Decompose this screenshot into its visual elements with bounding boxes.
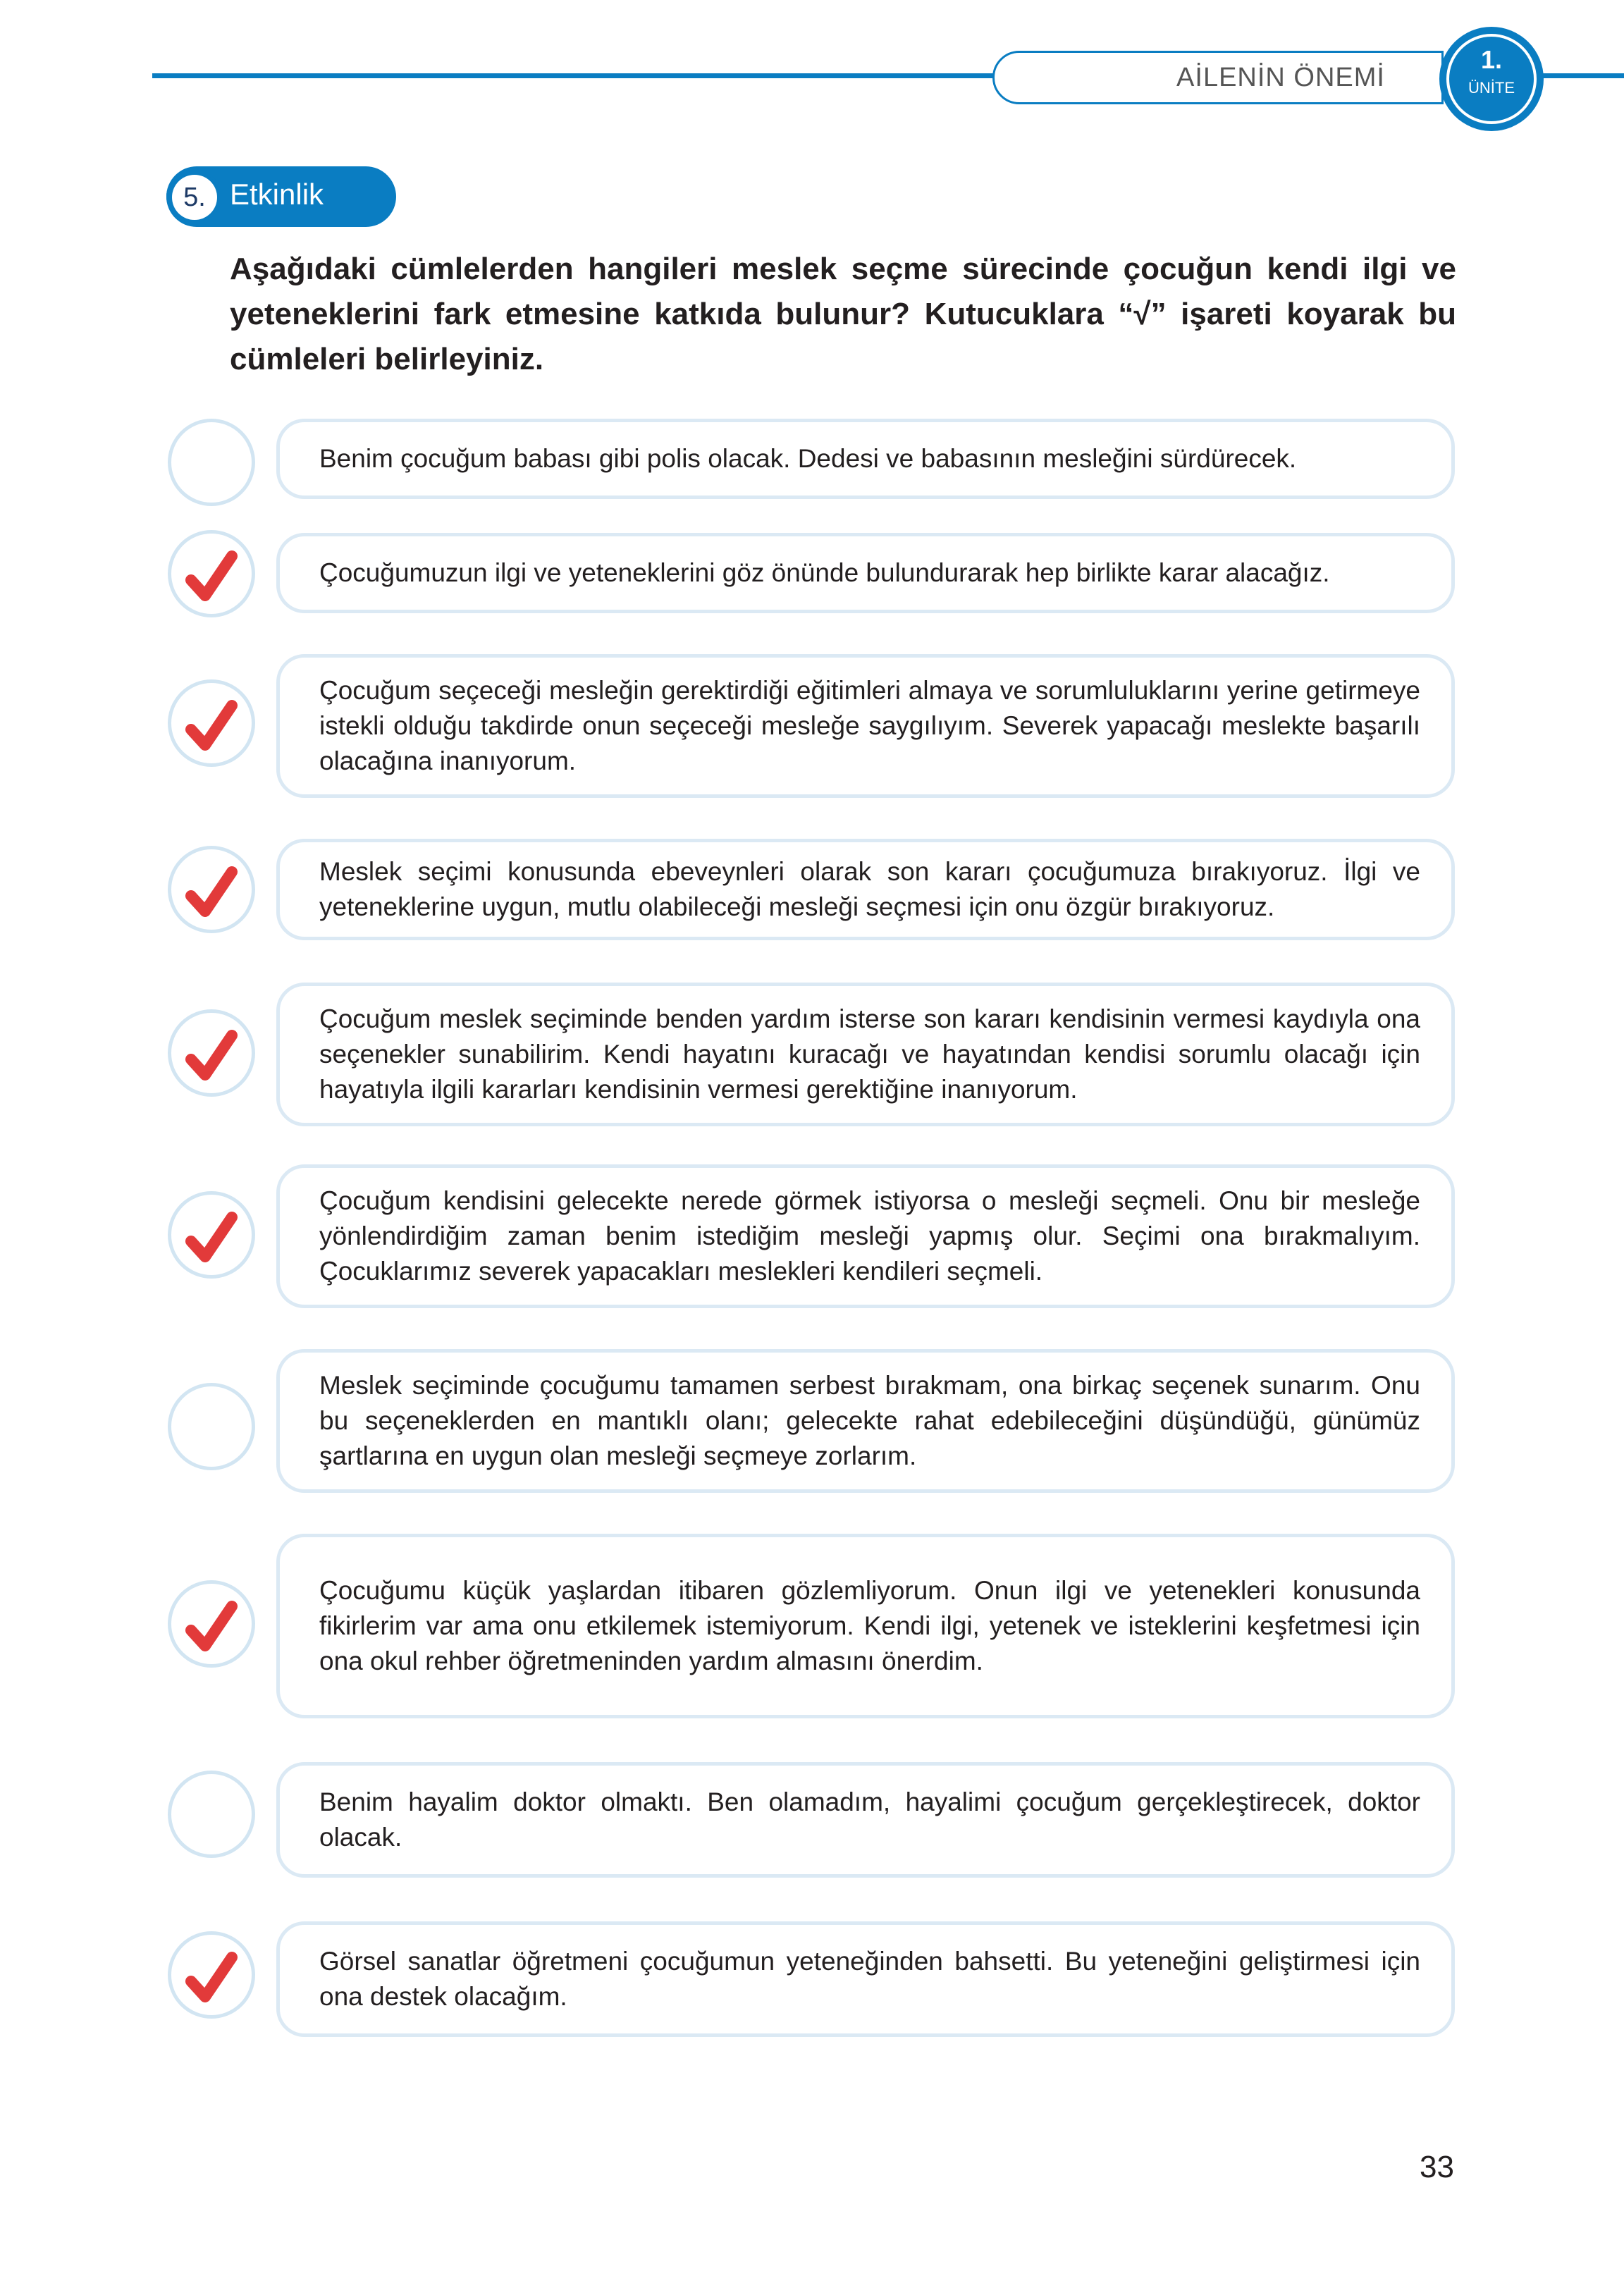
activity-label: Etkinlik	[230, 178, 324, 211]
statement-box-1	[276, 533, 1455, 613]
page-number: 33	[1420, 2150, 1454, 2184]
unit-title-pill	[992, 51, 1444, 104]
statement-box-4	[276, 983, 1455, 1126]
checkbox-4[interactable]	[168, 1009, 255, 1097]
checkmark-icon	[181, 697, 245, 753]
statement-text: Meslek seçimi konusunda ebeveynleri olarak son kararı çocuğumuza bırakıyoruz. İlgi ve yeteneklerine uygun, mutlu olabileceği mesleği seçmesi için onu özgür bırakıyoruz.	[319, 857, 1420, 921]
statement-text: Çocuğumu küçük yaşlardan itibaren gözlemliyorum. Onun ilgi ve yetenekleri konusunda fikirlerim var ama onu etkilemek istemiyorum. Kendi ilgi, yetenek ve isteklerini keşfetmesi için ona okul rehber öğretmeninden yardım almasını önerdim.	[319, 1576, 1420, 1675]
checkbox-8[interactable]	[168, 1771, 255, 1858]
statement-box-2	[276, 654, 1455, 798]
checkmark-icon	[181, 863, 245, 920]
checkmark-icon	[181, 1027, 245, 1083]
statement-text: Çocuğum kendisini gelecekte nerede görmek istiyorsa o mesleği seçmeli. Onu bir mesleğe yönlendirdiğim zaman benim istediğim mesleği yapmış olur. Seçimi ona bırakmalıyım. Çocuklarımız severek yapacakları meslekleri kendileri seçmeli.	[319, 1186, 1420, 1286]
checkbox-3[interactable]	[168, 846, 255, 933]
checkbox-7[interactable]	[168, 1580, 255, 1668]
statement-text: Çocuğum meslek seçiminde benden yardım isterse son kararı kendisinin vermesi kaydıyla ona seçenekler sunabilirim. Kendi hayatını kuracağı ve hayatından kendisi sorumlu olacağı için hayatıyla ilgili kararları kendisinin vermesi gerektiğine inanıyorum.	[319, 1004, 1420, 1104]
statement-box-9	[276, 1921, 1455, 2037]
activity-number: 5.	[172, 175, 217, 220]
checkmark-icon	[181, 436, 245, 493]
unit-title: AİLENİN ÖNEMİ	[1176, 63, 1385, 92]
statement-text: Görsel sanatlar öğretmeni çocuğumun yeteneğinden bahsetti. Bu yeteneğini geliştirmesi için ona destek olacağım.	[319, 1947, 1420, 2011]
statement-box-6	[276, 1349, 1455, 1493]
question-text: Aşağıdaki cümlelerden hangileri meslek seçme sürecinde çocuğun kendi ilgi ve yeteneklerini fark etmesine katkıda bulunur? Kutucuklara “√” işareti koyarak bu cümleleri belirleyiniz.	[230, 252, 1456, 376]
statement-text: Çocuğum seçeceği mesleğin gerektirdiği eğitimleri almaya ve sorumluluklarını yerine getirmeye istekli olduğu takdirde onun seçeceği mesleğe saygılıyım. Severek yapacağı meslekte başarılı olacağına inanıyorum.	[319, 676, 1420, 775]
checkmark-icon	[181, 1209, 245, 1265]
checkmark-icon	[181, 1788, 245, 1845]
checkmark-icon	[181, 1598, 245, 1654]
checkbox-5[interactable]	[168, 1191, 255, 1279]
statement-box-5	[276, 1164, 1455, 1308]
checkbox-9[interactable]	[168, 1931, 255, 2019]
statement-box-7	[276, 1534, 1455, 1718]
checkbox-6[interactable]	[168, 1383, 255, 1470]
statement-box-0	[276, 419, 1455, 499]
unit-badge	[1439, 27, 1544, 131]
unit-label: ÜNİTE	[1468, 79, 1515, 97]
checkbox-2[interactable]	[168, 679, 255, 767]
statement-box-8	[276, 1762, 1455, 1878]
checkbox-0[interactable]	[168, 419, 255, 506]
statement-box-3	[276, 839, 1455, 940]
checkmark-icon	[181, 1949, 245, 2005]
statement-text: Benim hayalim doktor olmaktı. Ben olamadım, hayalimi çocuğum gerçekleştirecek, doktor olacak.	[319, 1787, 1420, 1852]
statement-text: Çocuğumuzun ilgi ve yeteneklerini göz önünde bulundurarak hep birlikte karar alacağız.	[319, 558, 1330, 587]
unit-number: 1.	[1480, 45, 1503, 74]
checkmark-icon	[181, 548, 245, 604]
statement-text: Meslek seçiminde çocuğumu tamamen serbest bırakmam, ona birkaç seçenek sunarım. Onu bu seçeneklerden en mantıklı olanı; gelecekte rahat edebileceğini düşündüğü, günümüz şartlarına en uygun olan mesleği seçmeye zorlarım.	[319, 1371, 1420, 1470]
statement-text: Benim çocuğum babası gibi polis olacak. Dedesi ve babasının mesleğini sürdürecek.	[319, 444, 1297, 473]
checkmark-icon	[181, 1401, 245, 1457]
checkbox-1[interactable]	[168, 530, 255, 617]
